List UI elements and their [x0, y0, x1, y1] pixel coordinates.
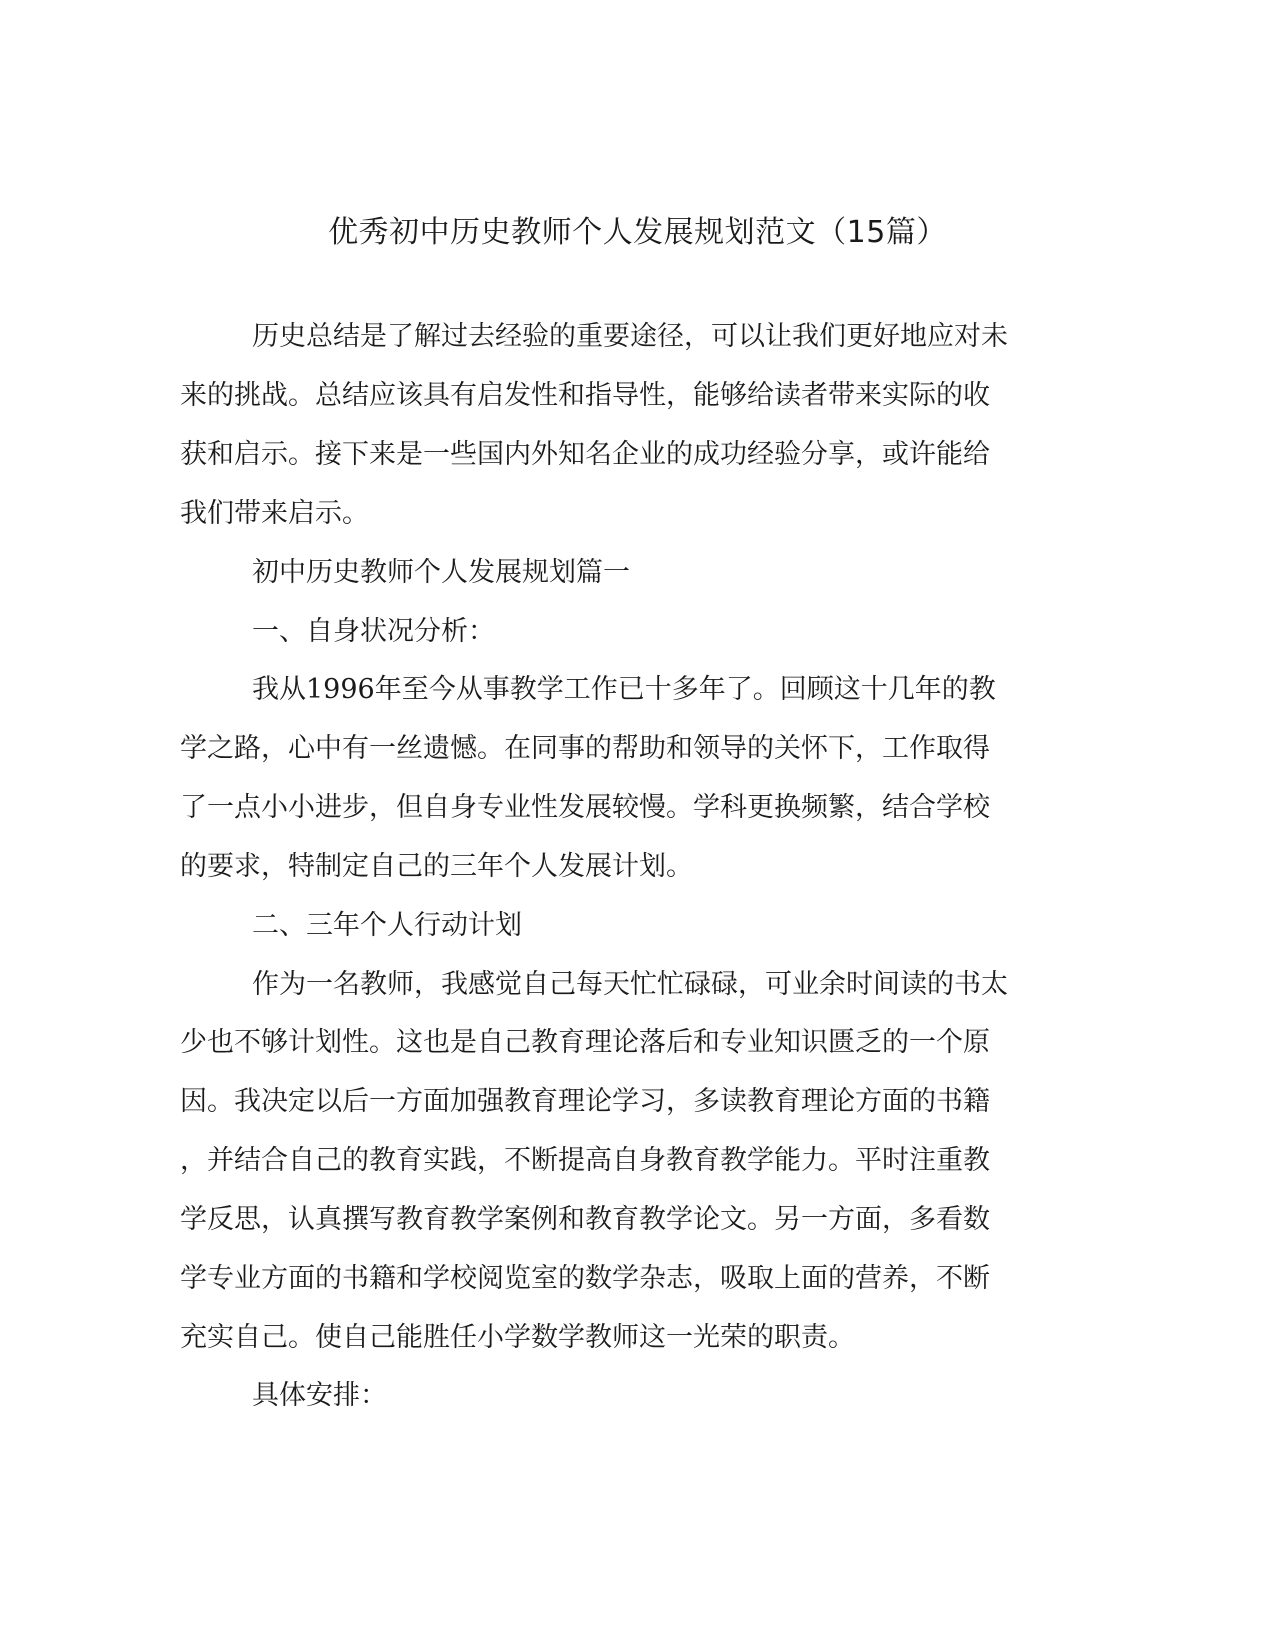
paragraph-line: 因。我决定以后一方面加强教育理论学习，多读教育理论方面的书籍 [180, 1086, 990, 1117]
section-heading: 初中历史教师个人发展规划篇一 [252, 557, 630, 588]
paragraph-line: 我从1996年至今从事教学工作已十多年了。回顾这十几年的教 [252, 674, 996, 705]
paragraph-line: ，并结合自己的教育实践，不断提高自身教育教学能力。平时注重教 [180, 1145, 990, 1176]
paragraph-line: 我们带来启示。 [180, 498, 369, 529]
paragraph-line: 历史总结是了解过去经验的重要途径，可以让我们更好地应对未 [252, 321, 1008, 352]
subsection-heading: 二、三年个人行动计划 [252, 910, 522, 941]
paragraph-line: 少也不够计划性。这也是自己教育理论落后和专业知识匮乏的一个原 [180, 1027, 990, 1058]
paragraph-line: 作为一名教师，我感觉自己每天忙忙碌碌，可业余时间读的书太 [252, 969, 1008, 1000]
paragraph-line: 充实自己。使自己能胜任小学数学教师这一光荣的职责。 [180, 1322, 855, 1353]
paragraph-line: 获和启示。接下来是一些国内外知名企业的成功经验分享，或许能给 [180, 439, 990, 470]
paragraph-line: 学专业方面的书籍和学校阅览室的数学杂志，吸取上面的营养，不断 [180, 1263, 990, 1294]
subsection-heading: 具体安排： [252, 1380, 387, 1411]
paragraph-line: 了一点小小进步，但自身专业性发展较慢。学科更换频繁，结合学校 [180, 792, 990, 823]
subsection-heading: 一、自身状况分析： [252, 616, 495, 647]
paragraph-line: 学之路，心中有一丝遗憾。在同事的帮助和领导的关怀下，工作取得 [180, 733, 990, 764]
paragraph-line: 的要求，特制定自己的三年个人发展计划。 [180, 851, 693, 882]
document-title: 优秀初中历史教师个人发展规划范文（15篇） [328, 215, 947, 250]
paragraph-line: 来的挑战。总结应该具有启发性和指导性，能够给读者带来实际的收 [180, 380, 990, 411]
paragraph-line: 学反思，认真撰写教育教学案例和教育教学论文。另一方面，多看数 [180, 1204, 990, 1235]
